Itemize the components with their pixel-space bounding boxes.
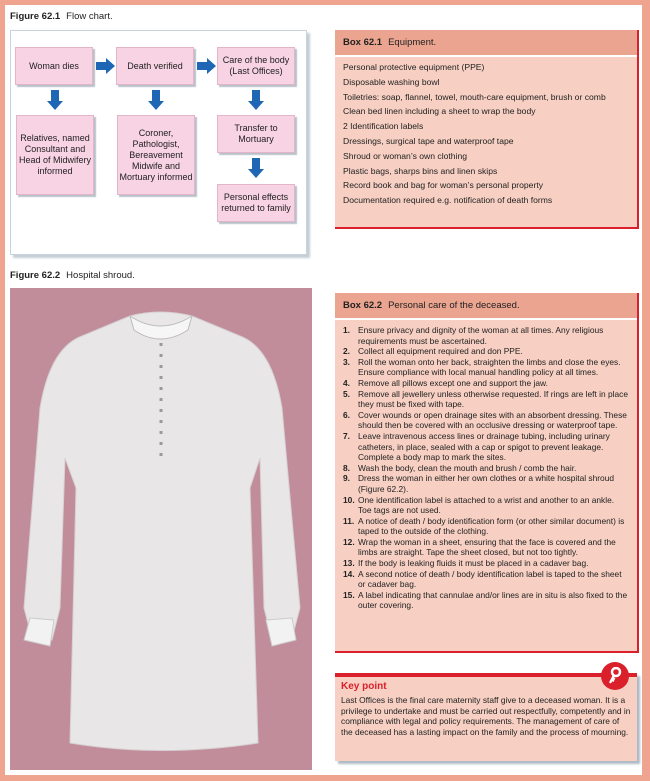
care-step [343,495,629,516]
step-number: 7. [343,430,350,441]
arrow-down-icon [248,158,264,178]
step-text: If the body is leaking fluids it must be placed in a cadaver bag. [358,558,589,569]
box-header [335,30,637,57]
step-number: 6. [343,409,350,420]
step-number: 2. [343,346,350,357]
care-step [343,463,629,474]
step-text: Collect all equipment required and don PPE. [358,346,523,357]
care-step [343,378,629,389]
care-step [343,473,629,494]
step-number: 14. [343,568,355,579]
key-point-text: Last Offices is the final care maternity staff give to a deceased woman. It is a privilege to undertake and must be carried out respectfully, competently and in compliance with legal and policy requirements. The management of care of the deceased has a lasting impact on the family and the process of mourning. [341,695,631,737]
step-number: 10. [343,494,355,505]
arrow-down-icon [47,90,63,110]
care-step [343,516,629,537]
step-text: A notice of death / body identification form (or other similar document) is taped to the outside of the clothing. [358,515,625,537]
step-number: 9. [343,473,350,484]
step-text: A label indicating that cannulae and/or lines are in situ is also fixed to the outer covering. [358,589,628,611]
box-title: Personal care of the deceased. [388,300,520,311]
equipment-item: Dressings, surgical tape and waterproof tape [343,135,514,146]
equipment-item: Personal protective equipment (PPE) [343,62,485,72]
care-steps-list [335,320,637,616]
care-step [343,590,629,611]
care-step [343,431,629,463]
step-number: 12. [343,536,355,547]
box-62-1-equipment [335,30,639,229]
step-text: Roll the woman onto her back, straighten the limbs and close the eyes. Ensure compliance with local manual handling policy at all times. [358,356,621,378]
key-point-title: Key point [341,681,387,692]
step-number: 5. [343,388,350,399]
flow-arrows [11,31,308,256]
equipment-item: 2 Identification labels [343,121,424,132]
step-text: A second notice of death / body identification label is taped to the sheet or cadaver bag. [358,568,622,590]
step-number: 4. [343,377,350,388]
step-number: 1. [343,325,350,335]
step-number: 11. [343,515,355,526]
figure-number: Figure 62.2 [10,270,61,281]
box-number: Box 62.2 [343,300,383,311]
step-text: Wrap the woman in a sheet, ensuring that the face is covered and the limbs are straight. Tape the sheet closed, but not too tightly. [358,536,616,558]
step-number: 3. [343,356,350,367]
step-text: One identification label is attached to a wrist and another to an ankle. Toe tags are not used. [358,494,615,516]
equipment-item: Toiletries: soap, flannel, towel, mouth-care equipment, brush or comb [343,91,606,102]
node-transfer-mortuary: Transfer to Mortuary [217,115,295,153]
equipment-item: Documentation required e.g. notification of death forms [343,195,553,206]
figure-caption: Flow chart. [66,11,113,22]
step-text: Wash the body, clean the mouth and brush / comb the hair. [358,462,577,473]
node-relatives-informed: Relatives, named Consultant and Head of Midwifery informed [16,115,94,195]
step-number: 15. [343,589,355,600]
box-header [335,293,637,320]
step-text: Remove all pillows except one and support the jaw. [358,377,548,388]
figure-62-2-label [10,270,135,281]
equipment-item: Disposable washing bowl [343,76,440,87]
care-step [343,537,629,558]
step-text: Cover wounds or open drainage sites with an absorbent dressing. These should then be covered with an occlusive dressing or waterproof tape. [358,409,627,431]
equipment-item: Shroud or woman’s own clothing [343,150,468,161]
flow-chart [10,30,307,255]
figure-number: Figure 62.1 [10,11,61,22]
step-text: Ensure privacy and dignity of the woman at all times. Any religious requirements must be ascertained. [358,325,604,346]
figure-62-1-label [10,11,113,22]
node-death-verified: Death verified [116,47,194,85]
node-care-of-body: Care of the body (Last Offices) [217,47,295,85]
care-step [343,325,629,346]
node-woman-dies: Woman dies [15,47,93,85]
step-text: Dress the woman in either her own clothes or a white hospital shroud (Figure 62.2). [358,473,615,494]
arrow-right-icon [96,58,115,74]
step-number: 8. [343,462,350,473]
figure-caption: Hospital shroud. [66,270,135,281]
key-point-box [335,673,637,761]
arrow-right-icon [197,58,216,74]
box-number: Box 62.1 [343,37,383,48]
equipment-list [335,57,637,211]
care-step [343,357,629,378]
arrow-down-icon [248,90,264,110]
hospital-shroud-image [10,288,312,770]
equipment-item: Record book and bag for woman’s personal property [343,180,544,191]
arrow-down-icon [148,90,164,110]
care-step [343,569,629,590]
care-step [343,346,629,357]
equipment-item: Plastic bags, sharps bins and linen skips [343,165,498,176]
node-personal-effects: Personal effects returned to family [217,184,295,222]
equipment-item: Clean bed linen including a sheet to wrap the body [343,106,536,117]
key-icon [601,662,629,690]
step-text: Leave intravenous access lines or drainage tubing, including urinary catheters, in place, sealed with a cap or spigot to prevent leakage. Complete a body map to mark the sites. [358,430,610,463]
box-62-2-personal-care [335,293,639,653]
node-coroner-informed: Coroner, Pathologist, Bereavement Midwife and Mortuary informed [117,115,195,195]
box-title: Equipment. [388,37,437,48]
care-step [343,389,629,410]
step-text: Remove all jewellery unless otherwise requested. If rings are left in place they must be fixed with tape. [358,388,628,410]
care-step [343,558,629,569]
step-number: 13. [343,558,355,569]
care-step [343,410,629,431]
